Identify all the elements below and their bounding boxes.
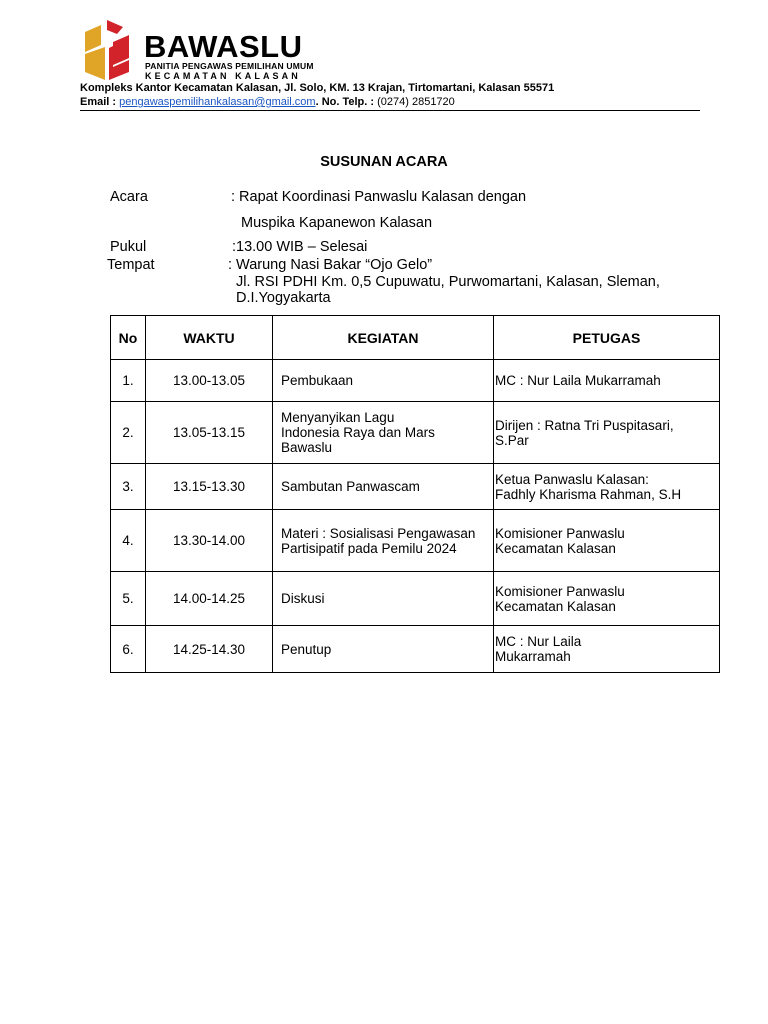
cell-waktu: 13.05-13.15 bbox=[146, 402, 273, 464]
kegiatan-line: Penutup bbox=[281, 641, 332, 657]
pukul-value: :13.00 WIB – Selesai bbox=[232, 239, 368, 255]
kegiatan-line: Sambutan Panwascam bbox=[281, 479, 420, 494]
cell-no: 5. bbox=[111, 572, 146, 626]
header-no: No bbox=[111, 316, 146, 360]
office-address: Kompleks Kantor Kecamatan Kalasan, Jl. Solo, KM. 13 Krajan, Tirtomartani, Kalasan 55571 bbox=[80, 82, 555, 94]
brand-subtitle: PANITIA PENGAWAS PEMILIHAN UMUM bbox=[145, 61, 314, 71]
header-divider bbox=[80, 110, 700, 111]
tempat-label: Tempat bbox=[107, 257, 155, 273]
cell-waktu: 13.15-13.30 bbox=[146, 464, 273, 510]
phone-number: (0274) 2851720 bbox=[377, 96, 455, 108]
petugas-line: Fadhly Kharisma Rahman, S.H bbox=[495, 486, 682, 502]
acara-label: Acara bbox=[110, 189, 148, 205]
cell-no: 2. bbox=[111, 402, 146, 464]
acara-value: : Rapat Koordinasi Panwaslu Kalasan dengan bbox=[231, 189, 527, 205]
tempat-value: : Warung Nasi Bakar “Ojo Gelo” bbox=[228, 257, 433, 273]
email-label: Email : bbox=[80, 96, 117, 108]
petugas-line: MC : Nur Laila Mukarramah bbox=[495, 373, 661, 388]
phone-label: . No. Telp. : bbox=[315, 96, 375, 108]
petugas-line: MC : Nur Laila bbox=[495, 634, 582, 649]
page-title: SUSUNAN ACARA bbox=[320, 154, 448, 170]
kegiatan-line: Bawaslu bbox=[281, 440, 333, 455]
bawaslu-logo-icon bbox=[79, 20, 135, 80]
table-row bbox=[111, 402, 720, 464]
cell-kegiatan bbox=[273, 402, 494, 464]
cell-no: 1. bbox=[111, 360, 146, 402]
table-header-row bbox=[111, 316, 720, 360]
table-row bbox=[111, 464, 720, 510]
petugas-line: Ketua Panwaslu Kalasan: bbox=[495, 471, 649, 487]
cell-no: 3. bbox=[111, 464, 146, 510]
header-waktu: WAKTU bbox=[146, 316, 273, 360]
table-row bbox=[111, 510, 720, 572]
petugas-line: Mukarramah bbox=[495, 649, 571, 664]
tempat-region: D.I.Yogyakarta bbox=[236, 290, 331, 306]
cell-kegiatan bbox=[273, 360, 494, 402]
petugas-line: Kecamatan Kalasan bbox=[495, 540, 616, 556]
cell-waktu: 14.00-14.25 bbox=[146, 572, 273, 626]
cell-kegiatan bbox=[273, 464, 494, 510]
pukul-label: Pukul bbox=[110, 239, 147, 255]
kegiatan-line: Pembukaan bbox=[281, 373, 354, 388]
cell-petugas bbox=[494, 572, 720, 626]
table-row bbox=[111, 360, 720, 402]
cell-petugas bbox=[494, 402, 720, 464]
cell-kegiatan bbox=[273, 626, 494, 673]
cell-kegiatan bbox=[273, 572, 494, 626]
brand-name: BAWASLU bbox=[144, 29, 303, 64]
petugas-line: Komisioner Panwaslu bbox=[495, 583, 625, 599]
acara-value-cont: Muspika Kapanewon Kalasan bbox=[241, 215, 433, 231]
kegiatan-line: Partisipatif pada Pemilu 2024 bbox=[281, 540, 457, 556]
kegiatan-line: Menyanyikan Lagu bbox=[281, 410, 395, 425]
petugas-line: S.Par bbox=[495, 432, 529, 448]
header-kegiatan: KEGIATAN bbox=[273, 316, 494, 360]
tempat-address: Jl. RSI PDHI Km. 0,5 Cupuwatu, Purwomartani, Kalasan, Sleman, bbox=[236, 274, 660, 290]
table-row bbox=[111, 572, 720, 626]
header-petugas: PETUGAS bbox=[494, 316, 720, 360]
petugas-line: Kecamatan Kalasan bbox=[495, 598, 616, 614]
cell-petugas bbox=[494, 626, 720, 673]
email-link[interactable]: pengawaspemilihankalasan@gmail.com bbox=[119, 96, 316, 108]
cell-kegiatan bbox=[273, 510, 494, 572]
cell-waktu: 13.30-14.00 bbox=[146, 510, 273, 572]
kegiatan-line: Materi : Sosialisasi Pengawasan bbox=[281, 525, 476, 541]
schedule-table bbox=[110, 315, 720, 673]
cell-waktu: 13.00-13.05 bbox=[146, 360, 273, 402]
table-row bbox=[111, 626, 720, 673]
contact-line bbox=[80, 96, 455, 108]
brand-district: KECAMATAN KALASAN bbox=[145, 71, 301, 81]
petugas-line: Komisioner Panwaslu bbox=[495, 525, 625, 541]
cell-no: 4. bbox=[111, 510, 146, 572]
cell-petugas bbox=[494, 464, 720, 510]
cell-no: 6. bbox=[111, 626, 146, 673]
cell-petugas bbox=[494, 360, 720, 402]
kegiatan-line: Indonesia Raya dan Mars bbox=[281, 425, 435, 440]
kegiatan-line: Diskusi bbox=[281, 591, 325, 606]
cell-petugas bbox=[494, 510, 720, 572]
cell-waktu: 14.25-14.30 bbox=[146, 626, 273, 673]
petugas-line: Dirijen : Ratna Tri Puspitasari, bbox=[495, 417, 674, 433]
